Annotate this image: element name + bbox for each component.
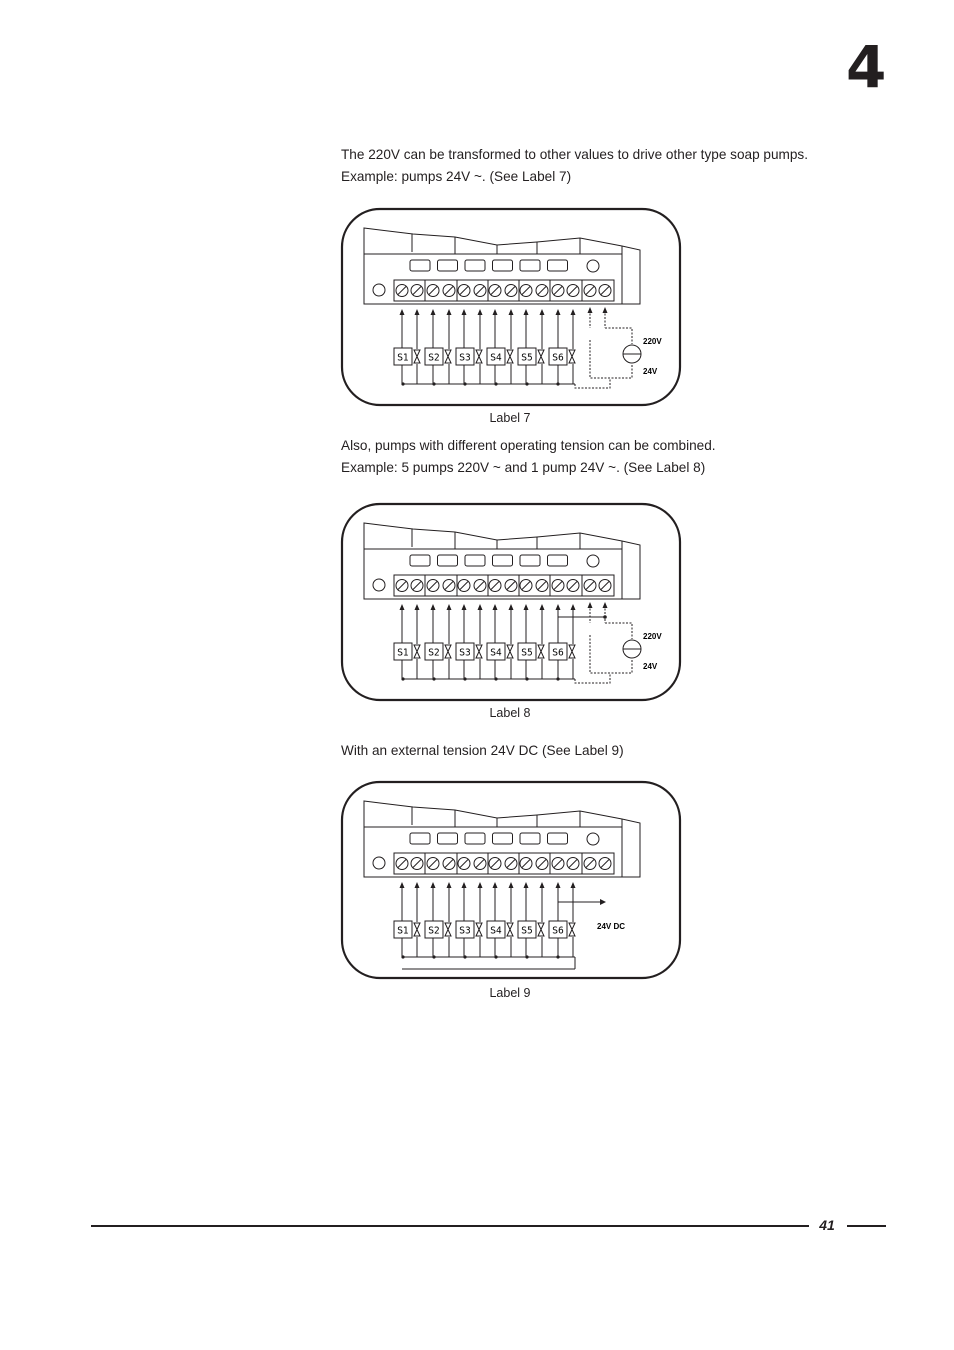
screw-slot: [445, 287, 453, 295]
wiring-diagram-label-7: [338, 207, 684, 409]
intro-paragraph-220v: [341, 144, 901, 188]
wire-arrow: [603, 602, 608, 608]
diagram-svg: [338, 780, 684, 982]
junction-dot: [525, 382, 528, 385]
screw-slot: [554, 287, 562, 295]
wire-arrow: [493, 309, 498, 315]
screw-slot: [569, 860, 577, 868]
pump-label: S1: [397, 647, 409, 659]
pump-label: S1: [397, 925, 409, 937]
led-indicator: [493, 260, 513, 271]
led-indicator: [520, 555, 540, 566]
pump-label: S2: [428, 925, 440, 937]
junction-dot: [432, 382, 435, 385]
wire-arrow: [400, 882, 405, 888]
pump-label: S4: [490, 925, 502, 937]
junction-dot: [463, 382, 466, 385]
led-indicator: [438, 555, 458, 566]
screw-slot: [601, 582, 609, 590]
screw-slot: [491, 582, 499, 590]
wire-arrow: [415, 604, 420, 610]
screw-slot: [586, 287, 594, 295]
led-indicator: [520, 260, 540, 271]
wiring-diagram-label-9: [338, 780, 684, 982]
wire-arrow: [571, 882, 576, 888]
diagram-caption: Label 7: [489, 411, 531, 425]
screw-slot: [476, 860, 484, 868]
pump-label: S3: [459, 925, 471, 937]
pump-label: S3: [459, 647, 471, 659]
paragraph-line: With an external tension 24V DC (See Label 9): [341, 743, 624, 758]
supply-wire: [590, 635, 632, 673]
wiring-diagram-label-8: [338, 502, 684, 704]
wire-arrow: [556, 882, 561, 888]
junction-dot: [432, 677, 435, 680]
paragraph-line: The 220V can be transformed to other values to drive other type soap pumps.: [341, 147, 808, 162]
led-indicator: [520, 833, 540, 844]
supply-wire: [605, 623, 632, 639]
wire-arrow: [415, 882, 420, 888]
wire-arrow: [400, 604, 405, 610]
wire-arrow: [524, 882, 529, 888]
wire-arrow: [588, 602, 593, 608]
screw-slot: [522, 287, 530, 295]
pump-label: S4: [490, 352, 502, 364]
footer-rule-right: [847, 1225, 886, 1227]
paragraph-line: Example: 5 pumps 220V ~ and 1 pump 24V ~. (See Label 8): [341, 460, 706, 475]
pump-label: S5: [521, 352, 533, 364]
pump-label: S4: [490, 647, 502, 659]
junction-dot: [432, 955, 435, 958]
junction-dot: [494, 955, 497, 958]
junction-dot: [463, 677, 466, 680]
junction-dot: [494, 677, 497, 680]
wire-arrow: [524, 309, 529, 315]
screw-slot: [413, 287, 421, 295]
mount-hole: [587, 833, 599, 845]
led-indicator: [410, 260, 430, 271]
screw-slot: [586, 860, 594, 868]
screw-slot: [554, 860, 562, 868]
wire-arrow: [415, 309, 420, 315]
screw-slot: [538, 860, 546, 868]
diagram-caption: Label 8: [489, 706, 531, 720]
pump-label: S5: [521, 647, 533, 659]
wire-arrow: [540, 309, 545, 315]
wire-arrow: [447, 882, 452, 888]
chapter-number: 4: [846, 33, 887, 101]
screw-slot: [398, 582, 406, 590]
screw-slot: [460, 287, 468, 295]
dc-tension-paragraph: [341, 740, 901, 762]
screw-slot: [554, 582, 562, 590]
screw-slot: [538, 582, 546, 590]
supply-wire: [575, 673, 610, 683]
screw-slot: [569, 287, 577, 295]
screw-slot: [586, 582, 594, 590]
wire-arrow: [509, 604, 514, 610]
screw-slot: [413, 860, 421, 868]
supply-label-220v: 220V: [643, 337, 662, 346]
junction-dot: [463, 955, 466, 958]
wire-arrow: [556, 309, 561, 315]
wire-arrow: [462, 882, 467, 888]
led-indicator: [548, 833, 568, 844]
wire-arrow: [431, 882, 436, 888]
supply-label-24v-dc: 24V DC: [597, 922, 626, 931]
screw-slot: [460, 582, 468, 590]
screw-slot: [507, 287, 515, 295]
diagram-svg: [338, 502, 684, 704]
wire-arrow: [588, 307, 593, 313]
screw-slot: [491, 287, 499, 295]
screw-slot: [398, 860, 406, 868]
wire-arrow: [431, 309, 436, 315]
pump-label: S5: [521, 925, 533, 937]
page-number: 41: [819, 1217, 835, 1233]
supply-wire: [575, 378, 610, 388]
wire-arrow: [524, 604, 529, 610]
wire-arrow: [571, 309, 576, 315]
wire-arrow: [478, 882, 483, 888]
mount-hole: [373, 284, 385, 296]
paragraph-line: Also, pumps with different operating tension can be combined.: [341, 438, 716, 453]
mount-hole: [373, 857, 385, 869]
supply-wire: [605, 328, 632, 344]
junction-dot: [401, 955, 404, 958]
led-indicator: [438, 833, 458, 844]
pump-label: S6: [552, 925, 564, 937]
supply-label-24v: 24V: [643, 662, 658, 671]
screw-slot: [445, 860, 453, 868]
screw-slot: [460, 860, 468, 868]
screw-slot: [476, 287, 484, 295]
wire-arrow: [478, 604, 483, 610]
led-indicator: [493, 555, 513, 566]
mixed-tension-paragraph: [341, 435, 901, 479]
supply-label-24v: 24V: [643, 367, 658, 376]
wire-arrow: [603, 307, 608, 313]
wire-arrow: [462, 604, 467, 610]
junction-dot: [401, 677, 404, 680]
screw-slot: [569, 582, 577, 590]
junction-dot: [525, 955, 528, 958]
junction-dot: [556, 955, 559, 958]
supply-wire: [590, 340, 632, 378]
wire-arrow: [447, 604, 452, 610]
supply-label-220v: 220V: [643, 632, 662, 641]
screw-slot: [429, 860, 437, 868]
led-indicator: [438, 260, 458, 271]
junction-dot: [556, 677, 559, 680]
junction-dot: [603, 615, 607, 619]
led-indicator: [493, 833, 513, 844]
wire-arrow: [509, 882, 514, 888]
pump-label: S2: [428, 647, 440, 659]
led-indicator: [548, 260, 568, 271]
screw-slot: [445, 582, 453, 590]
wire-arrow: [478, 309, 483, 315]
wire-arrow: [540, 604, 545, 610]
wire-arrow: [509, 309, 514, 315]
led-indicator: [410, 555, 430, 566]
mount-hole: [373, 579, 385, 591]
screw-slot: [601, 287, 609, 295]
led-indicator: [548, 555, 568, 566]
screw-slot: [429, 582, 437, 590]
junction-dot: [556, 382, 559, 385]
led-indicator: [465, 833, 485, 844]
screw-slot: [522, 582, 530, 590]
mount-hole: [587, 555, 599, 567]
led-indicator: [465, 260, 485, 271]
screw-slot: [476, 582, 484, 590]
screw-slot: [398, 287, 406, 295]
wire-arrow: [493, 882, 498, 888]
wire-arrow: [431, 604, 436, 610]
paragraph-line: Example: pumps 24V ~. (See Label 7): [341, 169, 572, 184]
screw-slot: [507, 582, 515, 590]
pump-label: S2: [428, 352, 440, 364]
diagram-caption: Label 9: [489, 986, 531, 1000]
screw-slot: [538, 287, 546, 295]
wire-arrow: [400, 309, 405, 315]
mount-hole: [587, 260, 599, 272]
pump-label: S6: [552, 352, 564, 364]
junction-dot: [494, 382, 497, 385]
wire-arrow: [600, 899, 606, 905]
wire-arrow: [447, 309, 452, 315]
junction-dot: [525, 677, 528, 680]
footer-rule-left: [91, 1225, 809, 1227]
led-indicator: [465, 555, 485, 566]
junction-dot: [401, 382, 404, 385]
led-indicator: [410, 833, 430, 844]
screw-slot: [522, 860, 530, 868]
wire-arrow: [493, 604, 498, 610]
screw-slot: [413, 582, 421, 590]
screw-slot: [507, 860, 515, 868]
screw-slot: [601, 860, 609, 868]
wire-arrow: [540, 882, 545, 888]
pump-label: S1: [397, 352, 409, 364]
wire-arrow: [556, 604, 561, 610]
pump-label: S3: [459, 352, 471, 364]
wire-arrow: [571, 604, 576, 610]
pump-label: S6: [552, 647, 564, 659]
screw-slot: [491, 860, 499, 868]
wire-arrow: [462, 309, 467, 315]
diagram-svg: [338, 207, 684, 409]
screw-slot: [429, 287, 437, 295]
